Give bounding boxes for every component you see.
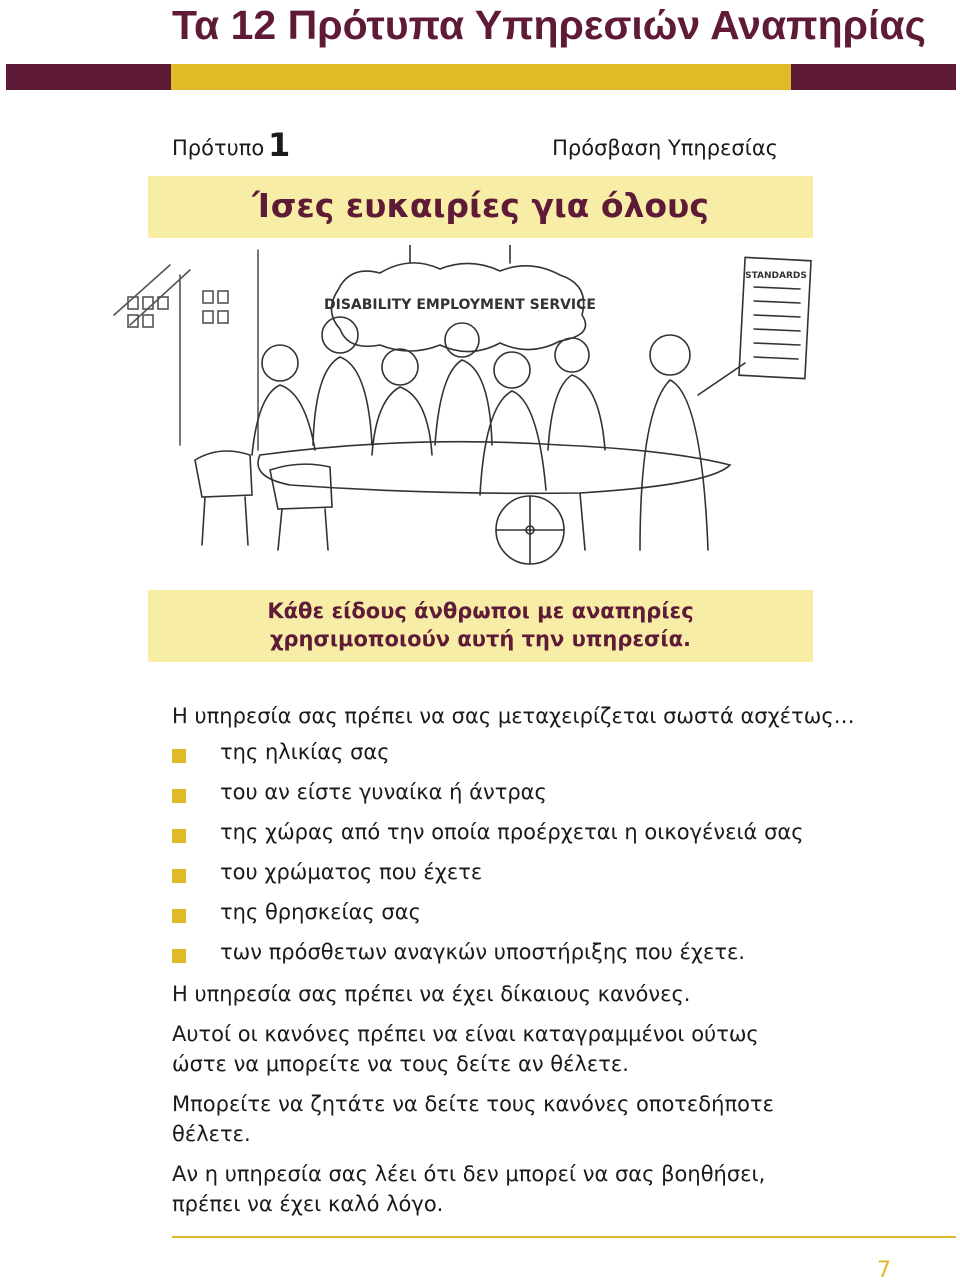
paragraph-rules-written-2: ώστε να μπορείτε να τους δείτε αν θέλετε. — [172, 1052, 629, 1076]
sign-text: DISABILITY EMPLOYMENT SERVICE — [324, 297, 596, 313]
bullet-square-icon — [172, 949, 186, 963]
paragraph-ask-rules-2: θέλετε. — [172, 1122, 251, 1146]
bullet-square-icon — [172, 829, 186, 843]
caption-line-2: χρησιμοποιούν αυτή την υπηρεσία. — [269, 627, 692, 651]
wheelchair-sketch — [496, 496, 564, 564]
intro-text: Η υπηρεσία σας πρέπει να σας μεταχειρίζεται σωστά ασχέτως… — [172, 704, 855, 728]
standard-area: Πρόσβαση Υπηρεσίας — [552, 136, 778, 160]
bullet-square-icon — [172, 909, 186, 923]
list-item: της χώρας από την οποία προέρχεται η οικογένειά σας — [172, 820, 812, 850]
meeting-table — [258, 442, 730, 550]
page-title: Τα 12 Πρότυπα Υπηρεσιών Αναπηρίας — [172, 2, 926, 48]
bullet-square-icon — [172, 789, 186, 803]
bullet-square-icon — [172, 749, 186, 763]
list-item: των πρόσθετων αναγκών υποστήριξης που έχετε. — [172, 940, 812, 970]
bullet-square-icon — [172, 869, 186, 883]
bar-segment-right — [791, 64, 956, 90]
paragraph-rules-written-1: Αυτοί οι κανόνες πρέπει να είναι καταγραμμένοι ούτως — [172, 1022, 759, 1046]
paragraph-ask-rules-1: Μπορείτε να ζητάτε να δείτε τους κανόνες οποτεδήποτε — [172, 1092, 774, 1116]
standard-number: 1 — [268, 126, 291, 164]
caption-line-1: Κάθε είδους άνθρωποι με αναπηρίες — [267, 599, 694, 623]
bar-segment-left — [6, 64, 171, 90]
meeting-illustration — [110, 245, 830, 565]
bar-segment-middle — [171, 64, 791, 90]
footer-divider — [172, 1236, 956, 1238]
chairs-sketch — [195, 451, 332, 550]
list-item: της θρησκείας σας — [172, 900, 812, 930]
list-item: του χρώματος που έχετε — [172, 860, 812, 890]
caption-box — [148, 590, 813, 662]
standard-header — [172, 126, 778, 166]
page-number: 7 — [877, 1258, 891, 1283]
paragraph-fair-rules: Η υπηρεσία σας πρέπει να έχει δίκαιους κανόνες. — [172, 982, 691, 1006]
building-sketch-left — [114, 250, 258, 450]
board-title: STANDARDS — [745, 271, 807, 281]
list-item: του αν είστε γυναίκα ή άντρας — [172, 780, 812, 810]
standard-label: Πρότυπο — [172, 136, 265, 160]
title-underline-bar — [6, 64, 956, 90]
heading-box — [148, 176, 813, 238]
section-heading: Ίσες ευκαιρίες για όλους — [252, 186, 709, 225]
paragraph-good-reason-2: πρέπει να έχει καλό λόγο. — [172, 1192, 444, 1216]
paragraph-good-reason-1: Αν η υπηρεσία σας λέει ότι δεν μπορεί να σας βοηθήσει, — [172, 1162, 766, 1186]
list-item: της ηλικίας σας — [172, 740, 812, 770]
